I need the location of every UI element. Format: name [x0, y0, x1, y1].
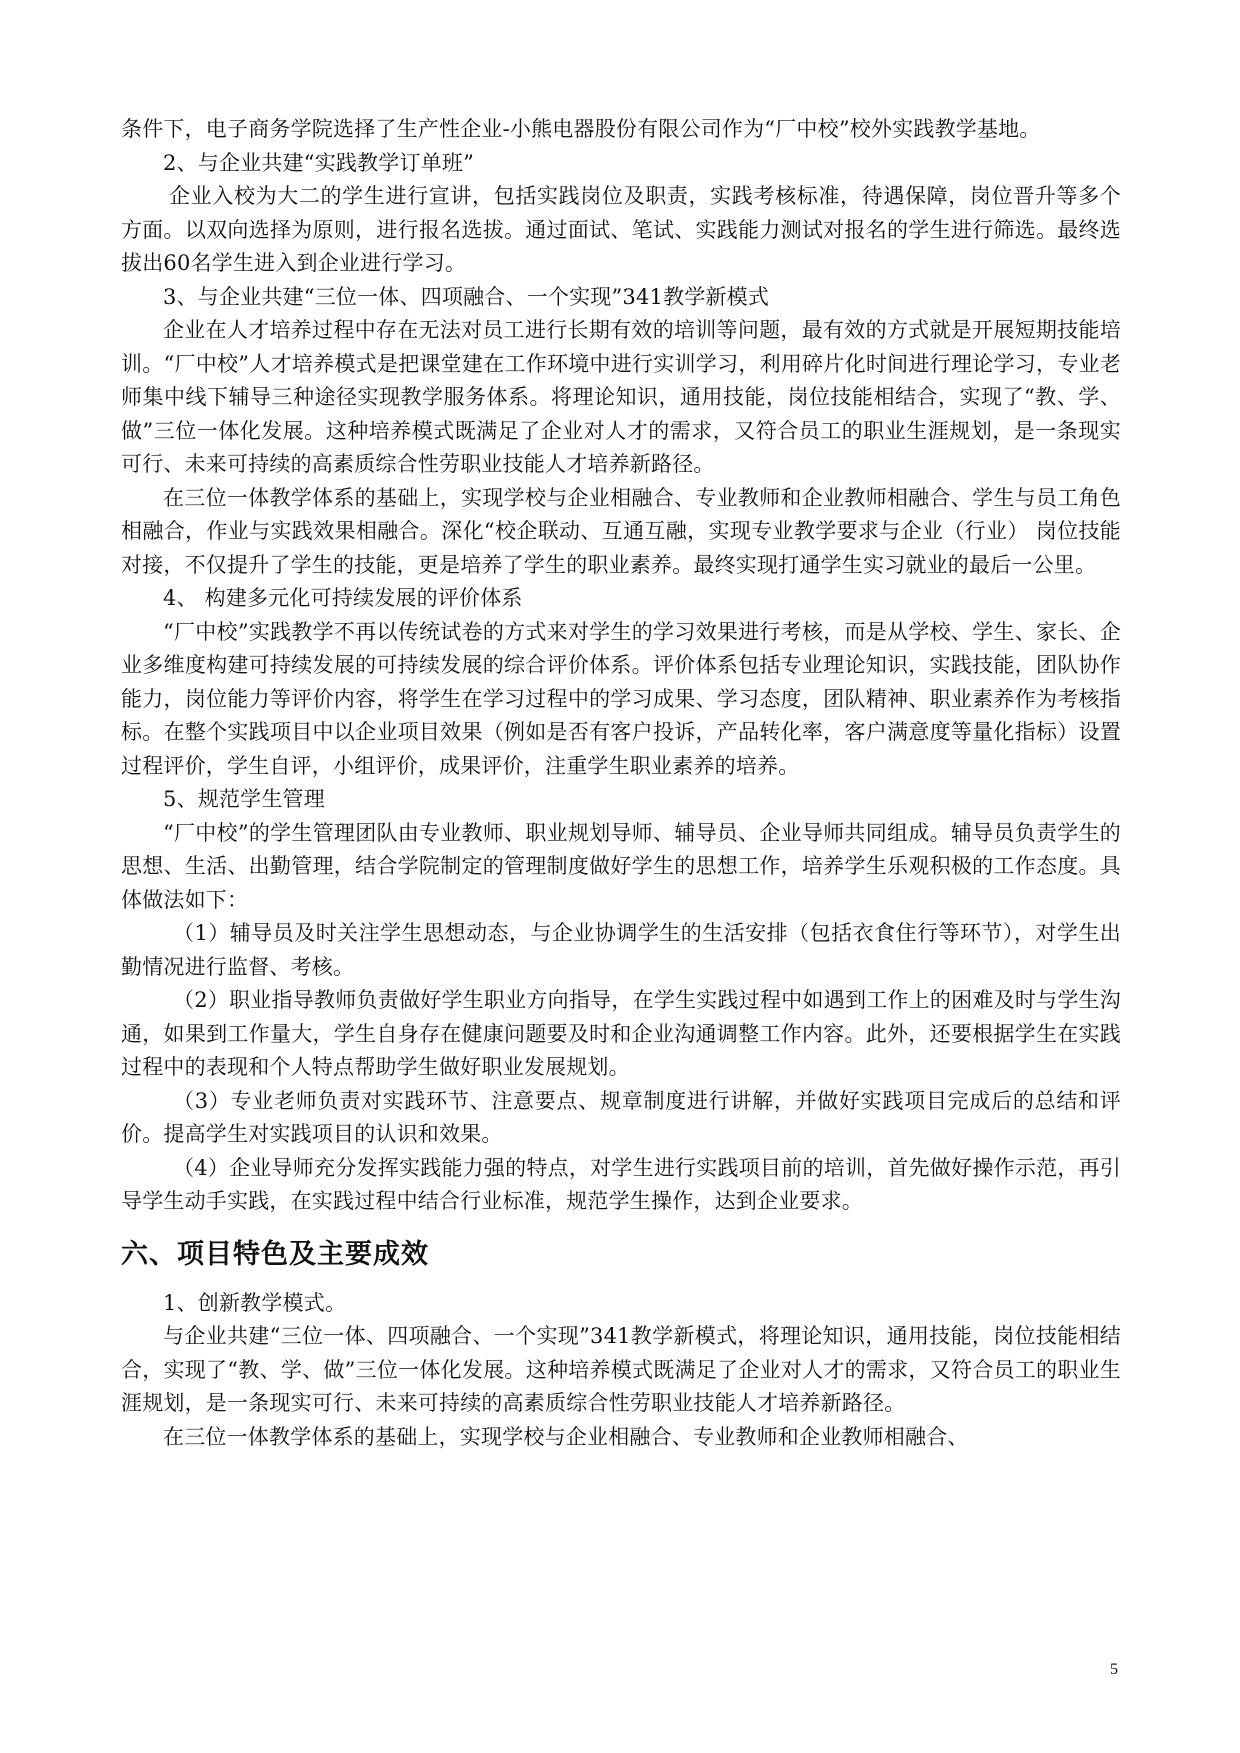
paragraph: 在三位一体教学体系的基础上，实现学校与企业相融合、专业教师和企业教师相融合、学生与员工角色相融合，作业与实践效果相融合。深化“校企联动、互通互融，实现专业教学要求与企业（行业） 岗位技能对接，不仅提升了学生的技能，更是培养了学生的职业素养。最终实现打通学生实习就业的最后一公里。	[121, 485, 1121, 577]
paragraph: 企业入校为大二的学生进行宣讲，包括实践岗位及职责，实践考核标准，待遇保障，岗位晋升等多个方面。以双向选择为原则，进行报名选拔。通过面试、笔试、实践能力测试对报名的学生进行筛选。最终选拔出60名学生进入到企业进行学习。	[121, 184, 1121, 275]
paragraph: 2、与企业共建“实践教学订单班”	[163, 150, 475, 175]
paragraph: 5、规范学生管理	[163, 787, 325, 811]
paragraph-group-top	[121, 113, 1121, 1219]
paragraph: 条件下，电子商务学院选择了生产性企业-小熊电器股份有限公司作为“厂中校”校外实践教学基地。	[121, 117, 1041, 141]
paragraph: （3）专业老师负责对实践环节、注意要点、规章制度进行讲解，并做好实践项目完成后的总结和评价。提高学生对实践项目的认识和效果。	[121, 1088, 1121, 1146]
section-heading: 六、项目特色及主要成效	[121, 1238, 429, 1270]
paragraph: 1、创新教学模式。	[163, 1290, 347, 1315]
paragraph: 与企业共建“三位一体、四项融合、一个实现”341教学新模式，将理论知识，通用技能，岗位技能相结合，实现了“教、学、做”三位一体化发展。这种培养模式既满足了企业对人才的需求，又符合员工的职业生涯规划，是一条现实可行、未来可持续的高素质综合性劳职业技能人才培养新路径。	[121, 1324, 1121, 1415]
paragraph: （1）辅导员及时关注学生思想动态，与企业协调学生的生活安排（包括衣食住行等环节），对学生出勤情况进行监督、考核。	[121, 921, 1121, 979]
paragraph: （2）职业指导教师负责做好学生职业方向指导，在学生实践过程中如遇到工作上的困难及时与学生沟通，如果到工作量大，学生自身存在健康问题要及时和企业沟通调整工作内容。此外，还要根据学生在实践过程中的表现和个人特点帮助学生做好职业发展规划。	[121, 988, 1121, 1079]
document-body	[121, 113, 1121, 1454]
paragraph: 4、 构建多元化可持续发展的评价体系	[163, 586, 523, 610]
paragraph: （4）企业导师充分发挥实践能力强的特点，对学生进行实践项目前的培训，首先做好操作示范，再引导学生动手实践，在实践过程中结合行业标准，规范学生操作，达到企业要求。	[121, 1155, 1121, 1213]
paragraph: 3、与企业共建“三位一体、四项融合、一个实现”341教学新模式	[163, 284, 770, 309]
paragraph: 在三位一体教学体系的基础上，实现学校与企业相融合、专业教师和企业教师相融合、	[163, 1424, 969, 1449]
page-number: 5	[1110, 1661, 1118, 1678]
paragraph: 企业在人才培养过程中存在无法对员工进行长期有效的培训等问题，最有效的方式就是开展短期技能培训。“厂中校”人才培养模式是把课堂建在工作环境中进行实训学习，利用碎片化时间进行理论学习，专业老师集中线下辅导三种途径实现教学服务体系。将理论知识，通用技能，岗位技能相结合，实现了“教、学、做”三位一体化发展。这种培养模式既满足了企业对人才的需求，又符合员工的职业生涯规划，是一条现实可行、未来可持续的高素质综合性劳职业技能人才培养新路径。	[121, 318, 1121, 476]
paragraph: “厂中校”实践教学不再以传统试卷的方式来对学生的学习效果进行考核，而是从学校、学生、家长、企业多维度构建可持续发展的可持续发展的综合评价体系。评价体系包括专业理论知识，实践技能，团队协作能力，岗位能力等评价内容，将学生在学习过程中的学习成果、学习态度，团队精神、职业素养作为考核指标。在整个实践项目中以企业项目效果（例如是否有客户投诉，产品转化率，客户满意度等量化指标）设置过程评价，学生自评，小组评价，成果评价，注重学生职业素养的培养。	[121, 619, 1121, 778]
paragraph-group-bottom	[121, 1287, 1121, 1455]
paragraph: “厂中校”的学生管理团队由专业教师、职业规划导师、辅导员、企业导师共同组成。辅导员负责学生的思想、生活、出勤管理，结合学院制定的管理制度做好学生的思想工作，培养学生乐观积极的工作态度。具体做法如下：	[121, 820, 1121, 912]
